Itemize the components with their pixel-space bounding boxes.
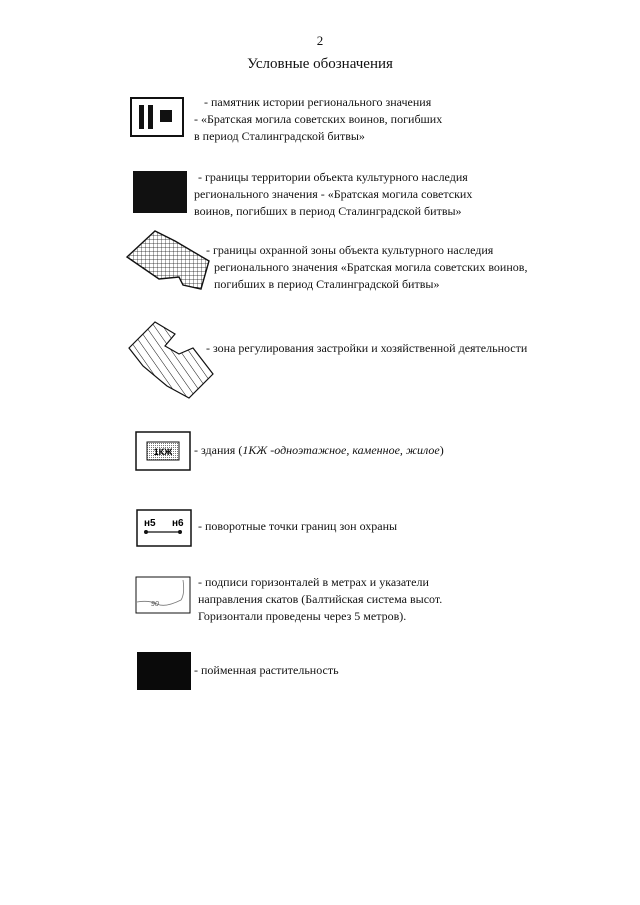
contour-label: 90	[151, 601, 159, 608]
floodplain-vegetation-icon	[137, 652, 191, 690]
contour-lines-icon	[135, 576, 191, 614]
turning-points-icon	[136, 509, 192, 547]
protection-zone-icon	[125, 227, 215, 291]
legend-monument-text: - памятник истории регионального значения - «Братская могила советских воинов, погибших в период Сталинградской битвы»	[194, 95, 443, 143]
legend-floodplain-text: - пойменная растительность	[194, 663, 339, 677]
legend-protection-zone-text: - границы охранной зоны объекта культурного наследия регионального значения «Братская могила советских воинов, погибших в период Сталинградской битвы»	[206, 243, 528, 291]
legend-contour-lines-text: - подписи горизонталей в метрах и указатели направления скатов (Балтийская система высот. Горизонтали проведены через 5 метров).	[198, 575, 443, 623]
legend-heritage-boundary-text: - границы территории объекта культурного наследия регионального значения - «Братская могила советских воинов, погибших в период Сталинградской битвы»	[194, 170, 473, 218]
point-label-n5: н5	[144, 518, 156, 529]
legend-turning-points-text: - поворотные точки границ зон охраны	[198, 519, 398, 533]
building-icon-label: 1КЖ	[153, 447, 173, 457]
monument-icon	[130, 97, 184, 137]
page-title: Условные обозначения	[247, 56, 393, 72]
page-number: 2	[316, 33, 324, 48]
legend-building-text: - здания (1КЖ -одноэтажное, каменное, жилое)	[194, 443, 444, 457]
point-label-n6: н6	[172, 518, 184, 529]
heritage-boundary-icon	[133, 171, 187, 213]
building-icon	[135, 431, 191, 471]
legend-development-regulation-text: - зона регулирования застройки и хозяйственной деятельности	[206, 341, 528, 355]
